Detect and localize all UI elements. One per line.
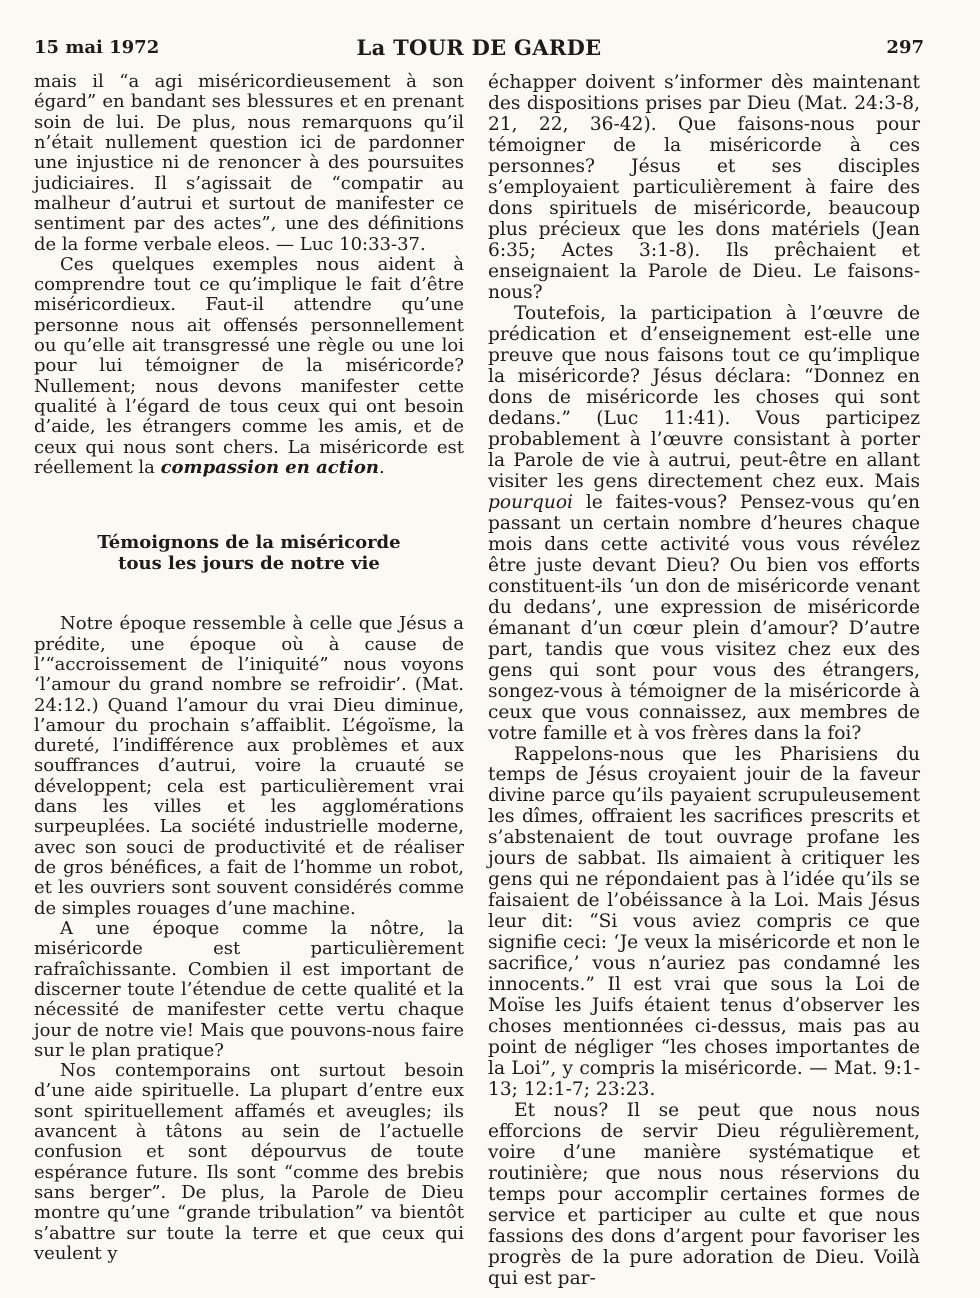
- paragraph: Rappelons-nous que les Pharisiens du temps de Jésus croyaient jouir de la faveur divine parce qu’ils payaient scrupuleusement les dîmes, offraient les sacrifices prescrits et s’abstenaient de tout ouvrage profane les jours de sabbat. Ils aimaient à critiquer les gens qui ne répondaient pas à l’idée qu’ils se faisaient de l’obéissance à la Loi. Mais Jésus leur dit: “Si vous aviez compris ce que signifie ceci: ‘Je veux la miséricorde et non le sacrifice,’ vous n’auriez pas condamné les innocents.” Il est vrai que sous la Loi de Moïse les Juifs étaient tenus d’observer les choses mentionnées ci-dessus, mais pas au point de négliger “les choses importantes de la Loi”, y compris la miséricorde. — Mat. 9:1-13; 12:1-7; 23:23.: [488, 743, 920, 1101]
- paragraph: Notre époque ressemble à celle que Jésus a prédite, une époque où à cause de l’“accroissement de l’iniquité” nous voyons ‘l’amour du grand nombre se refroidir’. (Mat. 24:12.) Quand l’amour du vrai Dieu diminue, l’amour du prochain s’affaiblit. L’égoïsme, la dureté, l’indifférence aux problèmes et aux souffrances d’autrui, voire la cruauté se développent; cela est particulièrement vrai dans les villes et les agglomérations surpeuplées. La société industrielle moderne, avec son souci de productivité et de réaliser de gros bénéfices, a fait de l’homme un robot, et les ouvriers sont souvent considérés comme de simples rouages d’une machine.: [34, 613, 464, 919]
- paragraph: A une époque comme la nôtre, la miséricorde est particulièrement rafraîchissante. Combien il est important de discerner toute l’étendue de cette qualité et la nécessité de manifester cette vertu chaque jour de notre vie! Mais que pouvons-nous faire sur le plan pratique?: [34, 917, 464, 1061]
- subheading-line: tous les jours de notre vie: [118, 553, 380, 575]
- paragraph: échapper doivent s’informer dès maintenant des dispositions prises par Dieu (Mat. 24:3-8, 21, 22, 36-42). Que faisons-nous pour témoigner de la miséricorde à ces personnes? Jésus et ses disciples s’employaient particulièrement à faire des dons spirituels de miséricorde, beaucoup plus précieux que les dons matériels (Jean 6:35; Actes 3:1-8). Ils prêchaient et enseignaient la Parole de Dieu. Le faisons-nous?: [488, 72, 920, 303]
- paragraph: [488, 303, 920, 744]
- subheading-line: Témoignons de la miséricorde: [97, 532, 401, 554]
- issue-date: 15 mai 1972: [34, 37, 160, 58]
- right-column: [488, 72, 920, 1289]
- paragraph-end: .: [378, 456, 385, 478]
- paragraph-text: Ces quelques exemples nous aident à comprendre tout ce qu’implique le fait d’être miséricordieux. Faut-il attendre qu’une personne nous ait offensés personnellement ou qu’elle ait transgressé une règle ou une loi pour lui témoigner de la miséricorde? Nullement; nous devons manifester cette qualité à l’égard de tous ceux qui ont besoin d’aide, les étrangers comme les amis, et de ceux qui nous sont chers. La miséricorde est réellement la: [34, 253, 464, 478]
- section-subheading: [34, 532, 464, 574]
- paragraph: Et nous? Il se peut que nous nous efforcions de servir Dieu régulièrement, voire d’une manière systématique et routinière; que nous nous réservions du temps pour accomplir certaines formes de service et participer au culte et que nous fassions des dons d’argent pour favoriser les progrès de la pure adoration de Dieu. Voilà qui est par-: [488, 1100, 920, 1290]
- left-column: [34, 72, 464, 1264]
- italic-text: pourquoi: [488, 491, 573, 513]
- page-number: 297: [886, 37, 924, 58]
- paragraph: mais il “a agi miséricordieusement à son égard” en bandant ses blessures et en prenant soin de lui. De plus, nous remarquons qu’il n’était nullement question ici de pardonner une injustice ni de renoncer à des poursuites judiciaires. Il s’agissait de “compatir au malheur d’autrui et surtout de manifester ce sentiment par des actes”, une des définitions de la forme verbale eleos. — Luc 10:33-37.: [34, 71, 464, 255]
- paragraph: [34, 255, 464, 478]
- paragraph-text: Toutefois, la participation à l’œuvre de prédication et d’enseignement est-elle une preuve que nous faisons tout ce qu’implique la miséricorde? Jésus déclara: “Donnez en dons de miséricorde les choses qui sont dedans.” (Luc 11:41). Vous participez probablement à l’œuvre consistant à porter la Parole de vie à autrui, peut-être en allant visiter les gens directement chez eux. Mais: [488, 302, 920, 492]
- magazine-title: La TOUR DE GARDE: [356, 35, 602, 60]
- page-header: [34, 33, 924, 63]
- paragraph: Nos contemporains ont surtout besoin d’une aide spirituelle. La plupart d’entre eux sont spirituellement affamés et aveugles; ils avancent à tâtons au sein de l’actuelle confusion et sont dépourvus de toute espérance future. Ils sont “comme des brebis sans berger”. De plus, la Parole de Dieu montre qu’une “grande tribulation” va bientôt s’abattre sur toute la terre et que ceux qui veulent y: [34, 1060, 464, 1264]
- paragraph-text: le faites-vous? Pensez-vous qu’en passant un certain nombre d’heures chaque mois dans cette activité vous vous révélez être juste devant Dieu? Ou bien vos efforts constituent-ils ‘un don de miséricorde venant du dedans’, une expression de miséricorde émanant d’un cœur plein d’amour? D’autre part, tandis que vous visitez chez eux des gens qui sont pour vous des étrangers, songez-vous à témoigner de la miséricorde à ceux que vous connaissez, aux membres de votre famille et à vos frères dans la foi?: [488, 491, 920, 744]
- emphasis-text: compassion en action: [160, 456, 379, 478]
